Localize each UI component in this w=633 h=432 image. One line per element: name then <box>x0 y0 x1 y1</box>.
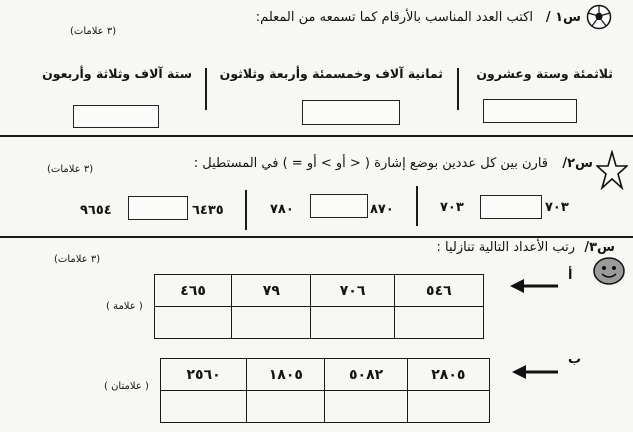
part-b-cell: ٢٨٠٥ <box>407 359 489 391</box>
q3-marks: (٣ علامات) <box>54 254 101 265</box>
q1-divider-1 <box>457 68 459 110</box>
part-b-answer-cell[interactable] <box>247 391 325 423</box>
q2-pair3-right: ٩٦٥٤ <box>80 203 112 218</box>
q1-word-1: ثلاثمئة وستة وعشرون <box>476 66 613 81</box>
q2-label: س٢/ <box>562 156 593 171</box>
q1-word-3: ستة آلاف وثلاثة وأربعون <box>42 66 192 81</box>
part-b-cell: ١٨٠٥ <box>247 359 325 391</box>
star-icon <box>596 150 628 190</box>
section-divider-1 <box>0 135 633 137</box>
q2-pair1-box[interactable] <box>480 195 542 219</box>
soccer-ball-icon <box>586 4 612 30</box>
q2-marks: (٣ علامات) <box>47 164 94 175</box>
part-b-marks: ( علامتان ) <box>104 381 149 392</box>
part-a-table <box>154 274 484 339</box>
part-a-letter: أ <box>568 268 573 283</box>
q2-pair2-box[interactable] <box>310 194 368 218</box>
q2-pair3-left: ٦٤٣٥ <box>192 203 224 218</box>
q3-instruction: رتب الأعداد التالية تنازليا : <box>436 240 575 255</box>
part-a-cell: ٥٤٦ <box>394 275 483 307</box>
q1-divider-2 <box>205 68 207 110</box>
part-a-arrow-icon <box>510 278 560 294</box>
part-a-answer-cell[interactable] <box>232 307 311 339</box>
part-a-cell: ٧٠٦ <box>311 275 394 307</box>
q1-answer-box-3[interactable] <box>73 105 159 128</box>
part-a-marks: ( علامة ) <box>106 301 143 312</box>
part-a-answer-cell[interactable] <box>394 307 483 339</box>
part-a-cell: ٧٩ <box>232 275 311 307</box>
q2-divider-2 <box>245 190 247 230</box>
part-a-answer-cell[interactable] <box>155 307 232 339</box>
q2-pair1-left: ٧٠٣ <box>545 200 569 215</box>
q2-divider-1 <box>416 186 418 226</box>
part-b-table <box>160 358 490 423</box>
q1-answer-box-1[interactable] <box>483 99 577 123</box>
part-b-answer-cell[interactable] <box>407 391 489 423</box>
q1-marks: (٣ علامات) <box>70 26 117 37</box>
part-b-cell: ٢٥٦٠ <box>161 359 247 391</box>
section-divider-2 <box>0 236 633 238</box>
q2-pair1-right: ٧٠٣ <box>440 200 464 215</box>
smiley-icon <box>592 256 626 286</box>
q1-label: س١ / <box>545 10 581 25</box>
q2-pair3-box[interactable] <box>128 196 188 220</box>
q2-instruction: قارن بين كل عددين بوضع إشارة ( < أو > أو = ) في المستطيل : <box>193 156 548 171</box>
q1-word-2: ثمانية آلاف وخمسمئة وأربعة وثلاثون <box>219 66 443 81</box>
part-a-answer-cell[interactable] <box>311 307 394 339</box>
q2-pair2-left: ٧٨٠ <box>270 202 294 217</box>
part-b-answer-cell[interactable] <box>325 391 407 423</box>
part-b-cell: ٥٠٨٢ <box>325 359 407 391</box>
q1-answer-box-2[interactable] <box>302 100 400 125</box>
part-b-answer-cell[interactable] <box>161 391 247 423</box>
part-b-letter: ب <box>568 352 582 367</box>
q1-instruction: اكتب العدد المناسب بالأرقام كما تسمعه من المعلم: <box>255 10 533 25</box>
q3-label: س٣/ <box>584 240 615 255</box>
part-a-cell: ٤٦٥ <box>155 275 232 307</box>
part-b-arrow-icon <box>512 364 560 380</box>
q2-pair2-right: ٨٧٠ <box>370 202 394 217</box>
